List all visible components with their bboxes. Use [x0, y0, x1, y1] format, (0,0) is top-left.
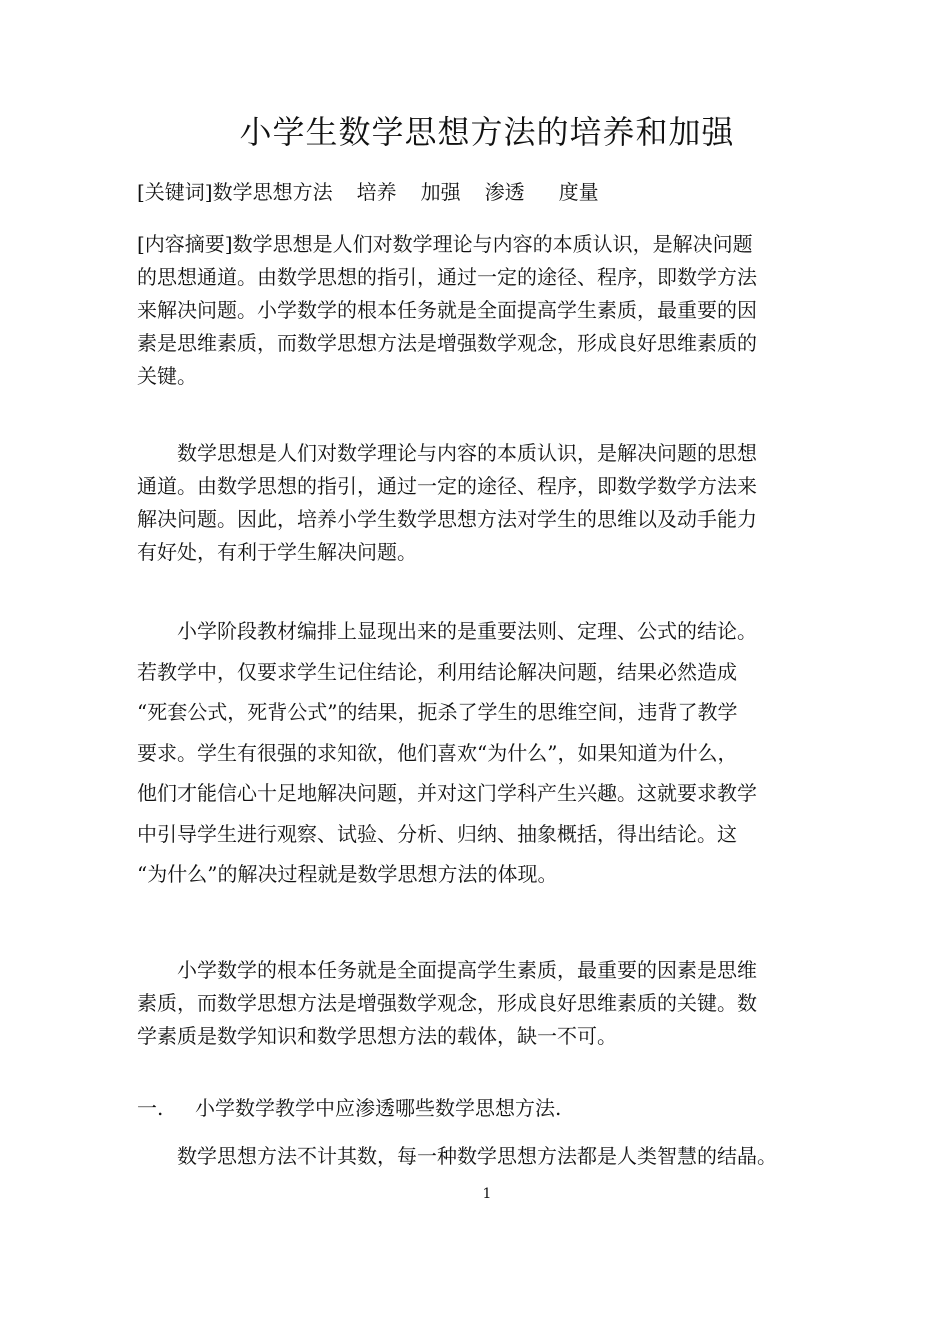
keyword: 渗透: [484, 180, 525, 204]
keywords-line: [137, 176, 837, 208]
keyword: 数学思想方法: [212, 180, 333, 204]
keyword: 度量: [558, 180, 599, 204]
section-title: 小学数学教学中应渗透哪些数学思想方法.: [195, 1096, 562, 1120]
document-title: 小学生数学思想方法的培养和加强: [239, 113, 735, 151]
keyword: 培养: [356, 180, 397, 204]
keywords-label: [关键词]: [137, 180, 213, 204]
abstract-paragraph: [内容摘要]数学思想是人们对数学理论与内容的本质认识，是解决问题 的思想通道。由数学思想的指引，通过一定的途径、程序，即数学方法 来解决问题。小学数学的根本任务就是全面提高学生素质，最重要的因 素是思维素质，而数学思想方法是增强数学观念，形成良好思维素质的 关键。: [137, 232, 757, 388]
body-paragraph: 小学阶段教材编排上显现出来的是重要法则、定理、公式的结论。 若教学中，仅要求学生记住结论，利用结论解决问题，结果必然造成 “死套公式，死背公式”的结果，扼杀了学生的思维空间，违背了教学 要求。学生有很强的求知欲，他们喜欢“为什么”，如果知道为什么， 他们才能信心十足地解决问题，并对这门学科产生兴趣。这就要求教学 中引导学生进行观察、试验、分析、归纳、抽象概括，得出结论。这 “为什么”的解决过程就是数学思想方法的体现。: [137, 619, 757, 886]
body-paragraph: 数学思想方法不计其数，每一种数学思想方法都是人类智慧的结晶。: [137, 1144, 777, 1168]
body-paragraph: 小学数学的根本任务就是全面提高学生素质，最重要的因素是思维 素质，而数学思想方法是增强数学观念，形成良好思维素质的关键。数 学素质是数学知识和数学思想方法的载体，缺一不可。: [137, 958, 757, 1048]
body-paragraph: 数学思想是人们对数学理论与内容的本质认识，是解决问题的思想 通道。由数学思想的指引，通过一定的途径、程序，即数学数学方法来 解决问题。因此，培养小学生数学思想方法对学生的思维以及动手能力 有好处，有利于学生解决问题。: [137, 441, 757, 564]
page-number: 1: [482, 1186, 492, 1202]
section-heading: [137, 1092, 837, 1124]
keyword: 加强: [420, 180, 461, 204]
section-number: 一.: [137, 1096, 164, 1120]
